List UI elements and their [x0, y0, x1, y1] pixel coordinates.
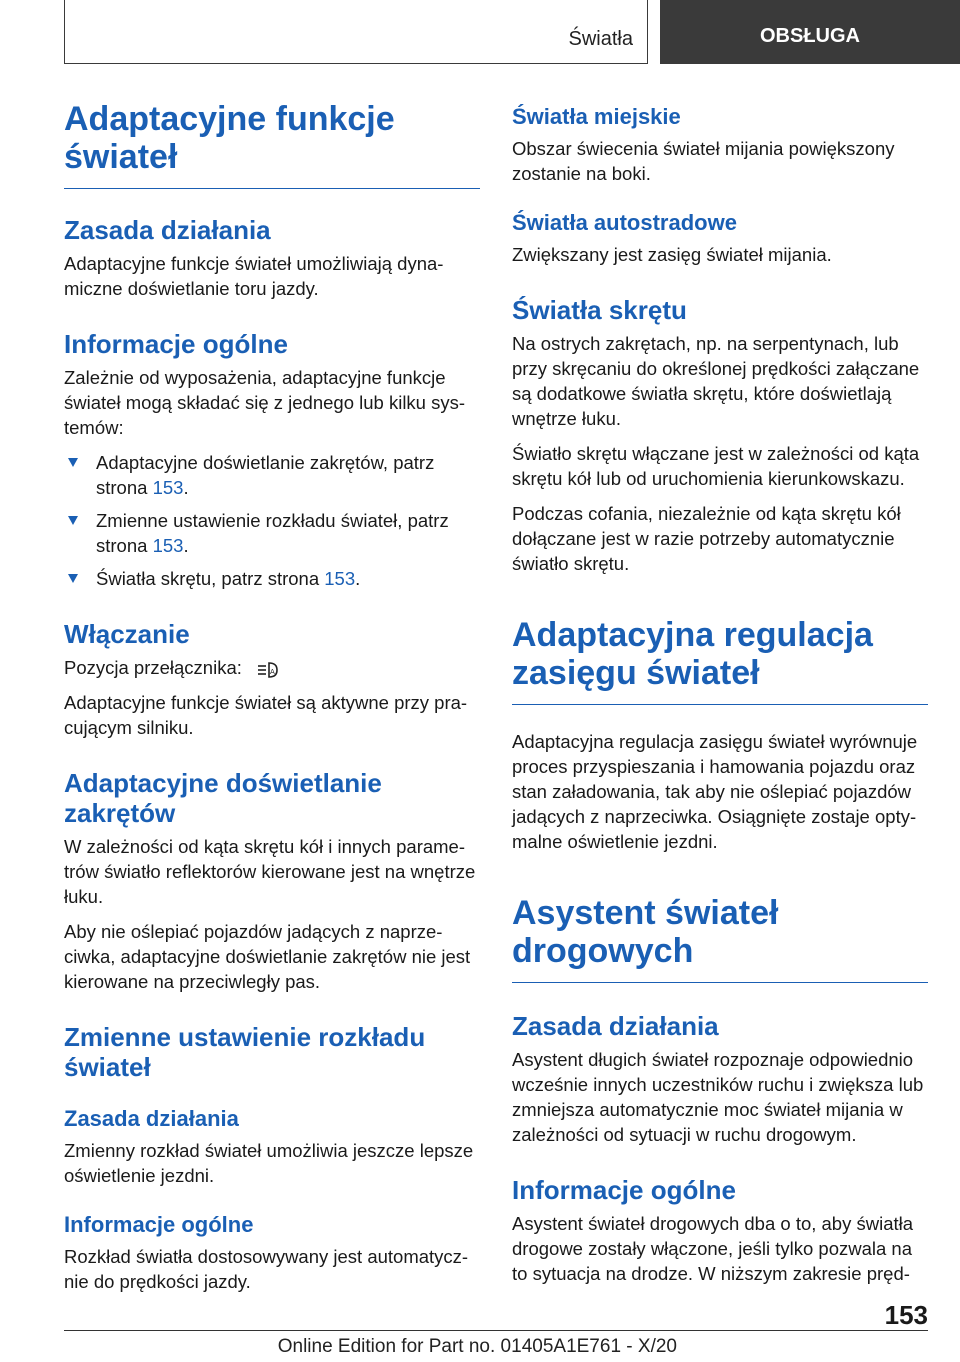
header-section-title: Światła: [568, 28, 633, 50]
text-skretu-3: Podczas cofania, niezależnie od kąta skrętu kół dołączane jest w razie potrzeby automatycznie światło skrętu.: [512, 503, 901, 574]
page-number: 153: [884, 1300, 928, 1330]
subheading-zasada-dzialania: Zasada działania: [64, 1106, 239, 1132]
heading-wlaczanie: Włączanie: [64, 619, 190, 649]
text-rozklad-zasada: Zmienny rozkład świateł umożliwia jeszcze lepsze oświetlenie jezdni.: [64, 1140, 474, 1187]
list-item: Adaptacyjne doświetlanie zakrętów, patrz strona 153.: [64, 450, 480, 500]
header-section-box: [64, 0, 648, 64]
triangle-bullet-icon: [68, 516, 78, 525]
text-zakrety-1: W zależności od kąta skrętu kół i innych parametrów światło reflektorów kierowane jest na wnętrze łuku.: [64, 836, 476, 908]
page-link[interactable]: 153: [152, 535, 184, 556]
title-adaptive-lights: Adaptacyjne funkcje świateł: [64, 100, 480, 189]
text-wlaczanie: Adaptacyjne funkcje świateł są aktywne przy pracującym silniku.: [64, 692, 468, 739]
heading-swiatla-miejskie: Światła miejskie: [512, 104, 681, 129]
heading-zasada-dzialania: Zasada działania: [64, 215, 271, 245]
title-regulacja-zasiegu: Adaptacyjna regulacja zasięgu świateł: [512, 616, 928, 705]
auto-headlight-icon: [255, 658, 281, 680]
text-swiatla-autostradowe: Zwiększany jest zasięg świateł mijania.: [512, 244, 832, 265]
heading-swiatla-skretu: Światła skrętu: [512, 295, 687, 325]
footer-edition: Online Edition for Part no. 01405A1E761 - X/20: [277, 1336, 677, 1357]
heading-swiatla-autostradowe: Światła autostradowe: [512, 210, 737, 235]
text-switch-position: Pozycja przełącznika: A: [64, 655, 480, 680]
list-item: Światła skrętu, patrz strona 153.: [64, 566, 480, 591]
page-link[interactable]: 153: [324, 568, 356, 589]
text-zakrety-2: Aby nie oślepiać pojazdów jadących z naprzeciwka, adaptacyjne doświetlanie zakrętów nie jest kierowane na przeciwległy pas.: [64, 921, 471, 993]
heading-asystent-zasada: Zasada działania: [512, 1011, 719, 1041]
triangle-bullet-icon: [68, 574, 78, 583]
heading-doswietlanie-zakretow: Adaptacyjne doświetlanie zakrętów: [64, 768, 382, 829]
left-column: [64, 100, 480, 1304]
text-zasada-dzialania: Adaptacyjne funkcje świateł umożliwiają dynamiczne doświetlanie toru jazdy.: [64, 253, 444, 299]
text-swiatla-miejskie: Obszar świecenia świateł mijania powiększony zostanie na boki.: [512, 138, 895, 184]
title-asystent-swiatel: Asystent świateł drogowych: [512, 894, 928, 983]
text-skretu-1: Na ostrych zakrętach, np. na serpentynach, lub przy skręcaniu do określonej prędkości załączane są dodatkowe światła skrętu, które doświetlają wnętrze łuku.: [512, 333, 920, 429]
triangle-bullet-icon: [68, 458, 78, 467]
subheading-informacje-ogolne: Informacje ogólne: [64, 1212, 254, 1238]
svg-text:A: A: [270, 668, 275, 677]
list-item: Zmienne ustawienie rozkładu świateł, patrz strona 153.: [64, 508, 480, 558]
footer-divider: [64, 1330, 928, 1331]
text-asystent-info: Asystent świateł drogowych dba o to, aby światła drogowe zostały włączone, jeśli tylko pozwala na to sytuacja na drodze. W niższym zakresie pręd-: [512, 1213, 914, 1284]
page-link[interactable]: 153: [152, 477, 184, 498]
header-chapter-tab: OBSŁUGA: [660, 0, 960, 64]
text-rozklad-info: Rozkład światła dostosowywany jest automatycznie do prędkości jazdy.: [64, 1246, 469, 1293]
text-regulacja: Adaptacyjna regulacja zasięgu świateł wyrównuje proces przyspieszania i hamowania pojazdu oraz stan załadowania, tak aby nie oślepiać pojazdów jadących z naprzeciwka. Osiągnięte zostaje optymalne oświetlenie jezdni.: [512, 731, 918, 852]
right-column: [512, 100, 928, 1296]
text-asystent-zasada: Asystent długich świateł rozpoznaje odpowiednio wcześnie innych uczestników ruchu i zwiększa lub zmniejsza automatycznie moc świateł mijania w zależności od sytuacji w ruchu drogowym.: [512, 1049, 924, 1145]
systems-list: [64, 450, 480, 591]
heading-zmienne-ustawienie: Zmienne ustawienie rozkładu świateł: [64, 1022, 426, 1083]
text-informacje-ogolne: Zależnie od wyposażenia, adaptacyjne funkcje świateł mogą składać się z jednego lub kilku systemów:: [64, 367, 466, 438]
heading-informacje-ogolne: Informacje ogólne: [64, 329, 288, 359]
text-skretu-2: Światło skrętu włączane jest w zależności od kąta skrętu kół lub od uruchomienia kierunkowskazu.: [512, 443, 920, 489]
heading-asystent-info: Informacje ogólne: [512, 1175, 736, 1205]
